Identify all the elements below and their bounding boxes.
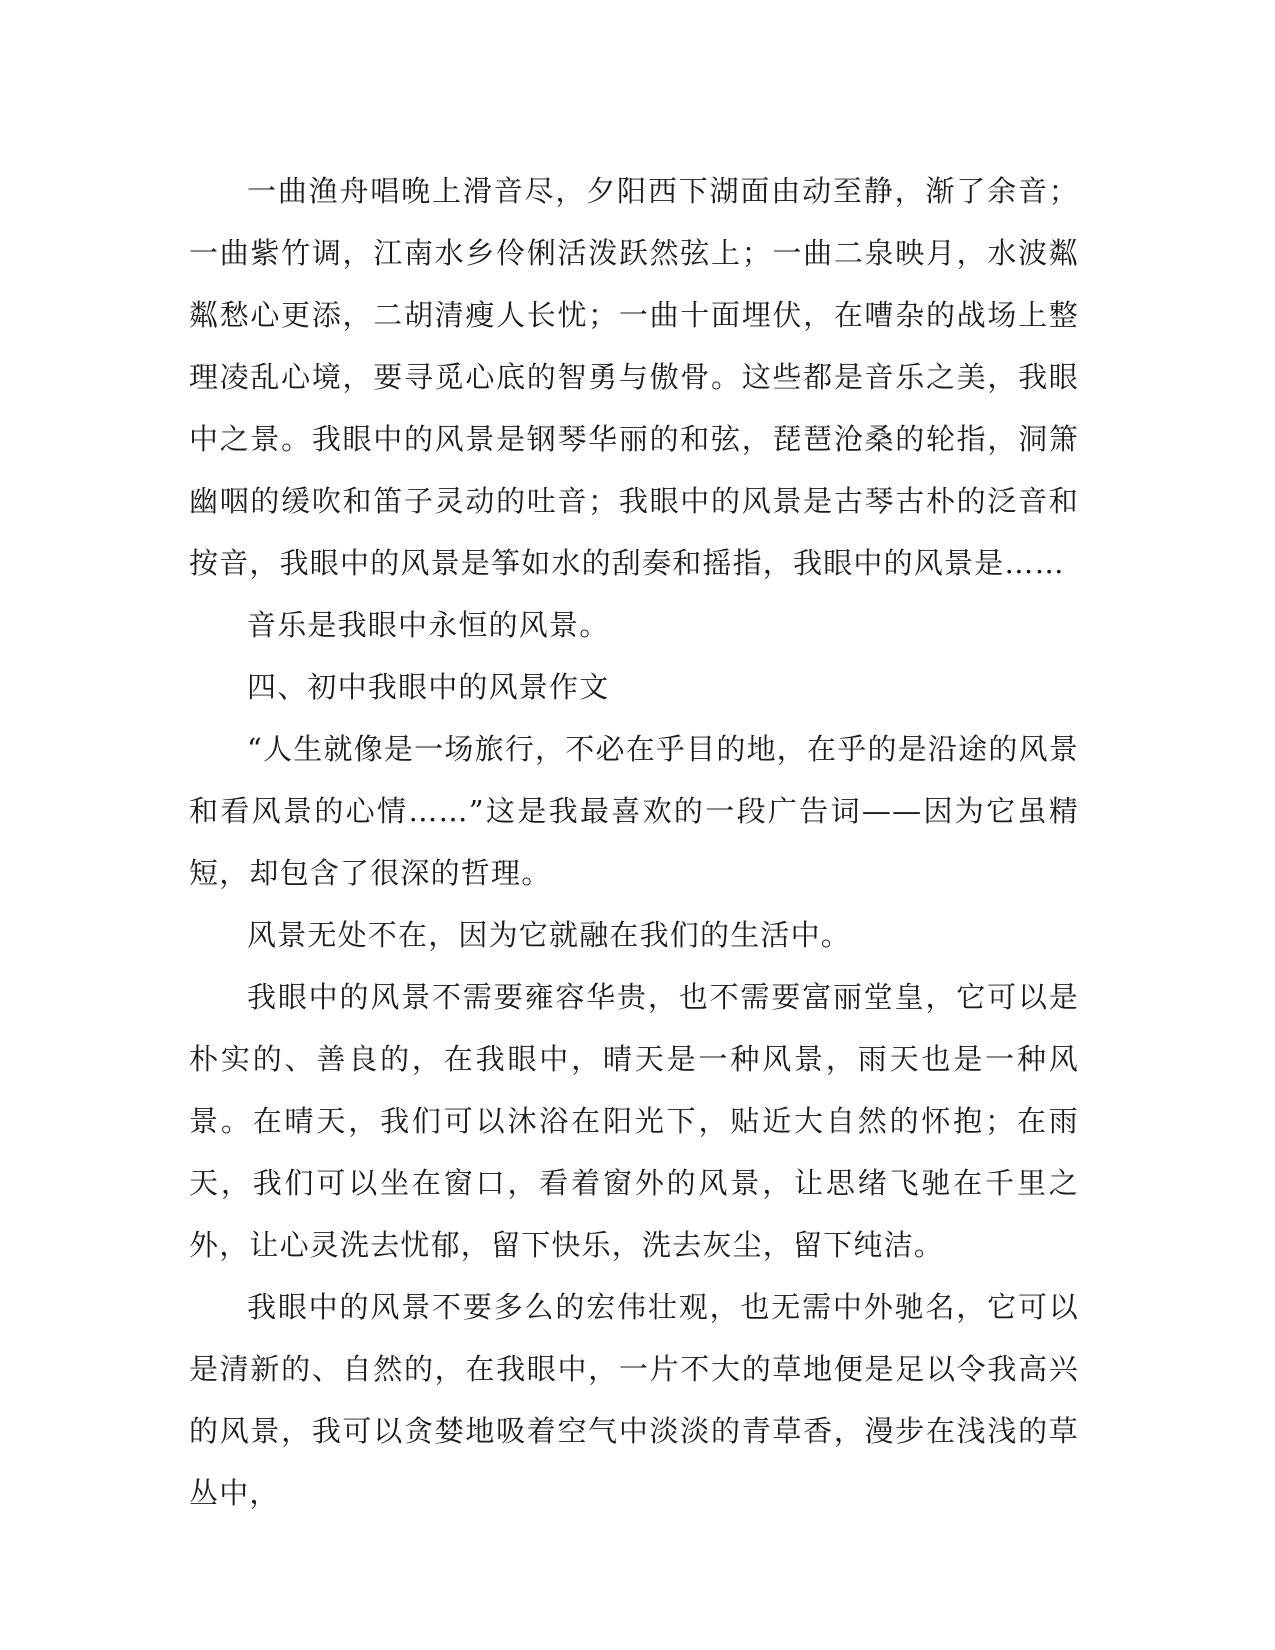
paragraph-weather-scenery: 我眼中的风景不需要雍容华贵，也不需要富丽堂皇，它可以是朴实的、善良的，在我眼中，晴天是一种风景，雨天也是一种风景。在晴天，我们可以沐浴在阳光下，贴近大自然的怀抱；在雨天，我们可以坐在窗口，看着窗外的风景，让思绪飞驰在千里之外，让心灵洗去忧郁，留下快乐，洗去灰尘，留下纯洁。: [189, 980, 1079, 1262]
document-body: [189, 160, 1079, 1524]
paragraph-music-scenery: 一曲渔舟唱晚上滑音尽，夕阳西下湖面由动至静，渐了余音；一曲紫竹调，江南水乡伶俐活泼跃然弦上；一曲二泉映月，水波粼粼愁心更添，二胡清瘦人长忧；一曲十面埋伏，在嘈杂的战场上整理凌乱心境，要寻觅心底的智勇与傲骨。这些都是音乐之美，我眼中之景。我眼中的风景是钢琴华丽的和弦，琵琶沧桑的轮指，洞箫幽咽的缓吹和笛子灵动的吐音；我眼中的风景是古琴古朴的泛音和按音，我眼中的风景是筝如水的刮奏和摇指，我眼中的风景是……: [189, 174, 1079, 580]
paragraph-travel-quote: “人生就像是一场旅行，不必在乎目的地，在乎的是沿途的风景和看风景的心情……”这是我最喜欢的一段广告词——因为它虽精短，却包含了很深的哲理。: [189, 732, 1079, 890]
paragraph-music-eternal: 音乐是我眼中永恒的风景。: [247, 608, 610, 642]
section-heading: 四、初中我眼中的风景作文: [247, 670, 610, 704]
paragraph-scenery-everywhere: 风景无处不在，因为它就融在我们的生活中。: [247, 918, 852, 952]
paragraph-grassland-scenery: 我眼中的风景不要多么的宏伟壮观，也无需中外驰名，它可以是清新的、自然的，在我眼中，一片不大的草地便是足以令我高兴的风景，我可以贪婪地吸着空气中淡淡的青草香，漫步在浅浅的草丛中，: [189, 1290, 1079, 1510]
